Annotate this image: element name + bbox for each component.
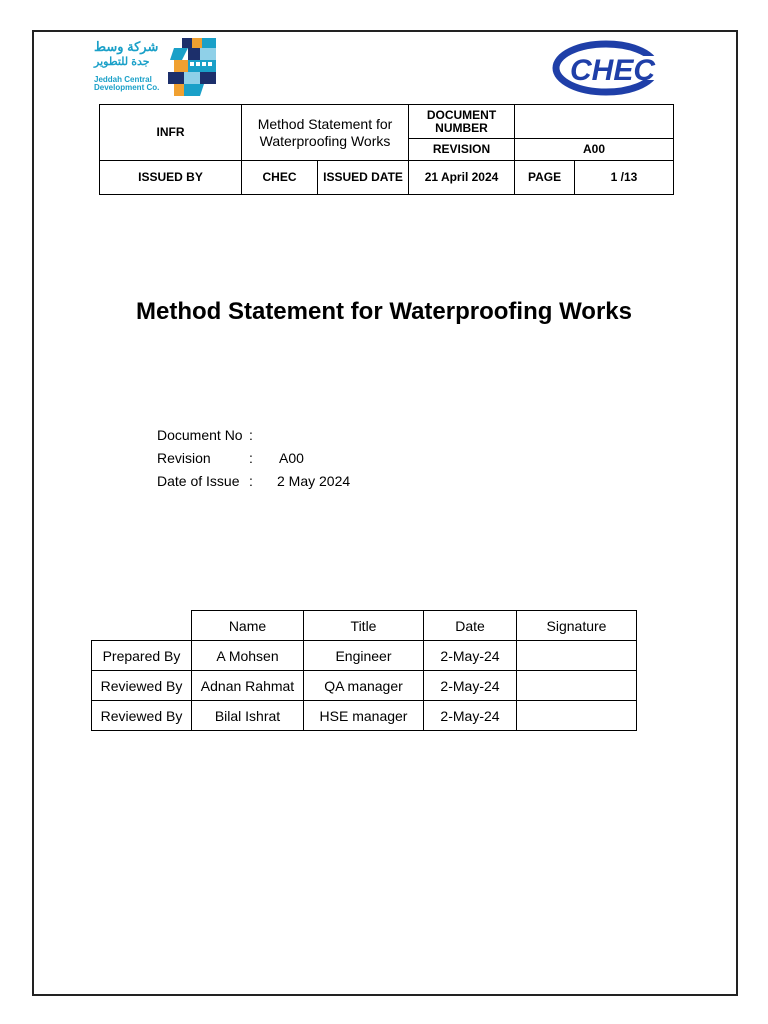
page-title: Method Statement for Waterproofing Works (135, 298, 632, 325)
column-header-date: Date (424, 611, 517, 641)
column-header-signature: Signature (517, 611, 637, 641)
table-row (92, 671, 637, 701)
jcdc-emblem-icon (164, 36, 226, 98)
jcdc-logo-arabic-line2: جدة للتطوير (94, 56, 150, 68)
approval-title: QA manager (304, 671, 424, 701)
document-no-label: Document No (157, 427, 243, 443)
jcdc-logo (92, 36, 227, 98)
approval-name: Adnan Rahmat (192, 671, 304, 701)
date-of-issue-label: Date of Issue (157, 473, 240, 489)
approval-date: 2-May-24 (424, 701, 517, 731)
issued-date-value: 21 April 2024 (409, 161, 515, 195)
document-number-value (515, 105, 674, 139)
approval-name: A Mohsen (192, 641, 304, 671)
approval-corner-cell (92, 611, 192, 641)
approval-title: HSE manager (304, 701, 424, 731)
table-row (92, 641, 637, 671)
issued-date-label: ISSUED DATE (318, 161, 409, 195)
approval-title: Engineer (304, 641, 424, 671)
date-of-issue-value: 2 May 2024 (277, 473, 351, 489)
approval-signature (517, 671, 637, 701)
approval-name: Bilal Ishrat (192, 701, 304, 731)
approval-role: Reviewed By (92, 671, 192, 701)
header-title: Method Statement for Waterproofing Works (242, 105, 409, 161)
approval-signature (517, 701, 637, 731)
revision-label: REVISION (409, 139, 515, 161)
chec-logo-text: CHEC (570, 54, 656, 87)
revision-info-value: A00 (279, 450, 304, 466)
document-no-colon: : (249, 427, 253, 443)
column-header-title: Title (304, 611, 424, 641)
approval-role: Prepared By (92, 641, 192, 671)
approval-date: 2-May-24 (424, 671, 517, 701)
chec-logo (552, 40, 664, 96)
document-header-table (99, 104, 674, 195)
table-row (92, 701, 637, 731)
date-of-issue-colon: : (249, 473, 253, 489)
jcdc-logo-arabic-line1: شركة وسط (94, 39, 159, 54)
approval-role: Reviewed By (92, 701, 192, 731)
page-label: PAGE (515, 161, 575, 195)
revision-info-label: Revision (157, 450, 211, 466)
revision-value: A00 (515, 139, 674, 161)
column-header-name: Name (192, 611, 304, 641)
document-number-label: DOCUMENT NUMBER (409, 105, 515, 139)
issued-by-value: CHEC (242, 161, 318, 195)
project-code: INFR (100, 105, 242, 161)
revision-info-colon: : (249, 450, 253, 466)
page-value: 1 /13 (575, 161, 674, 195)
jcdc-logo-english: Jeddah Central Development Co. (94, 75, 160, 92)
approval-table (91, 610, 637, 731)
approval-signature (517, 641, 637, 671)
approval-header-row (92, 611, 637, 641)
chec-logo-icon (552, 40, 664, 96)
approval-date: 2-May-24 (424, 641, 517, 671)
issued-by-label: ISSUED BY (100, 161, 242, 195)
